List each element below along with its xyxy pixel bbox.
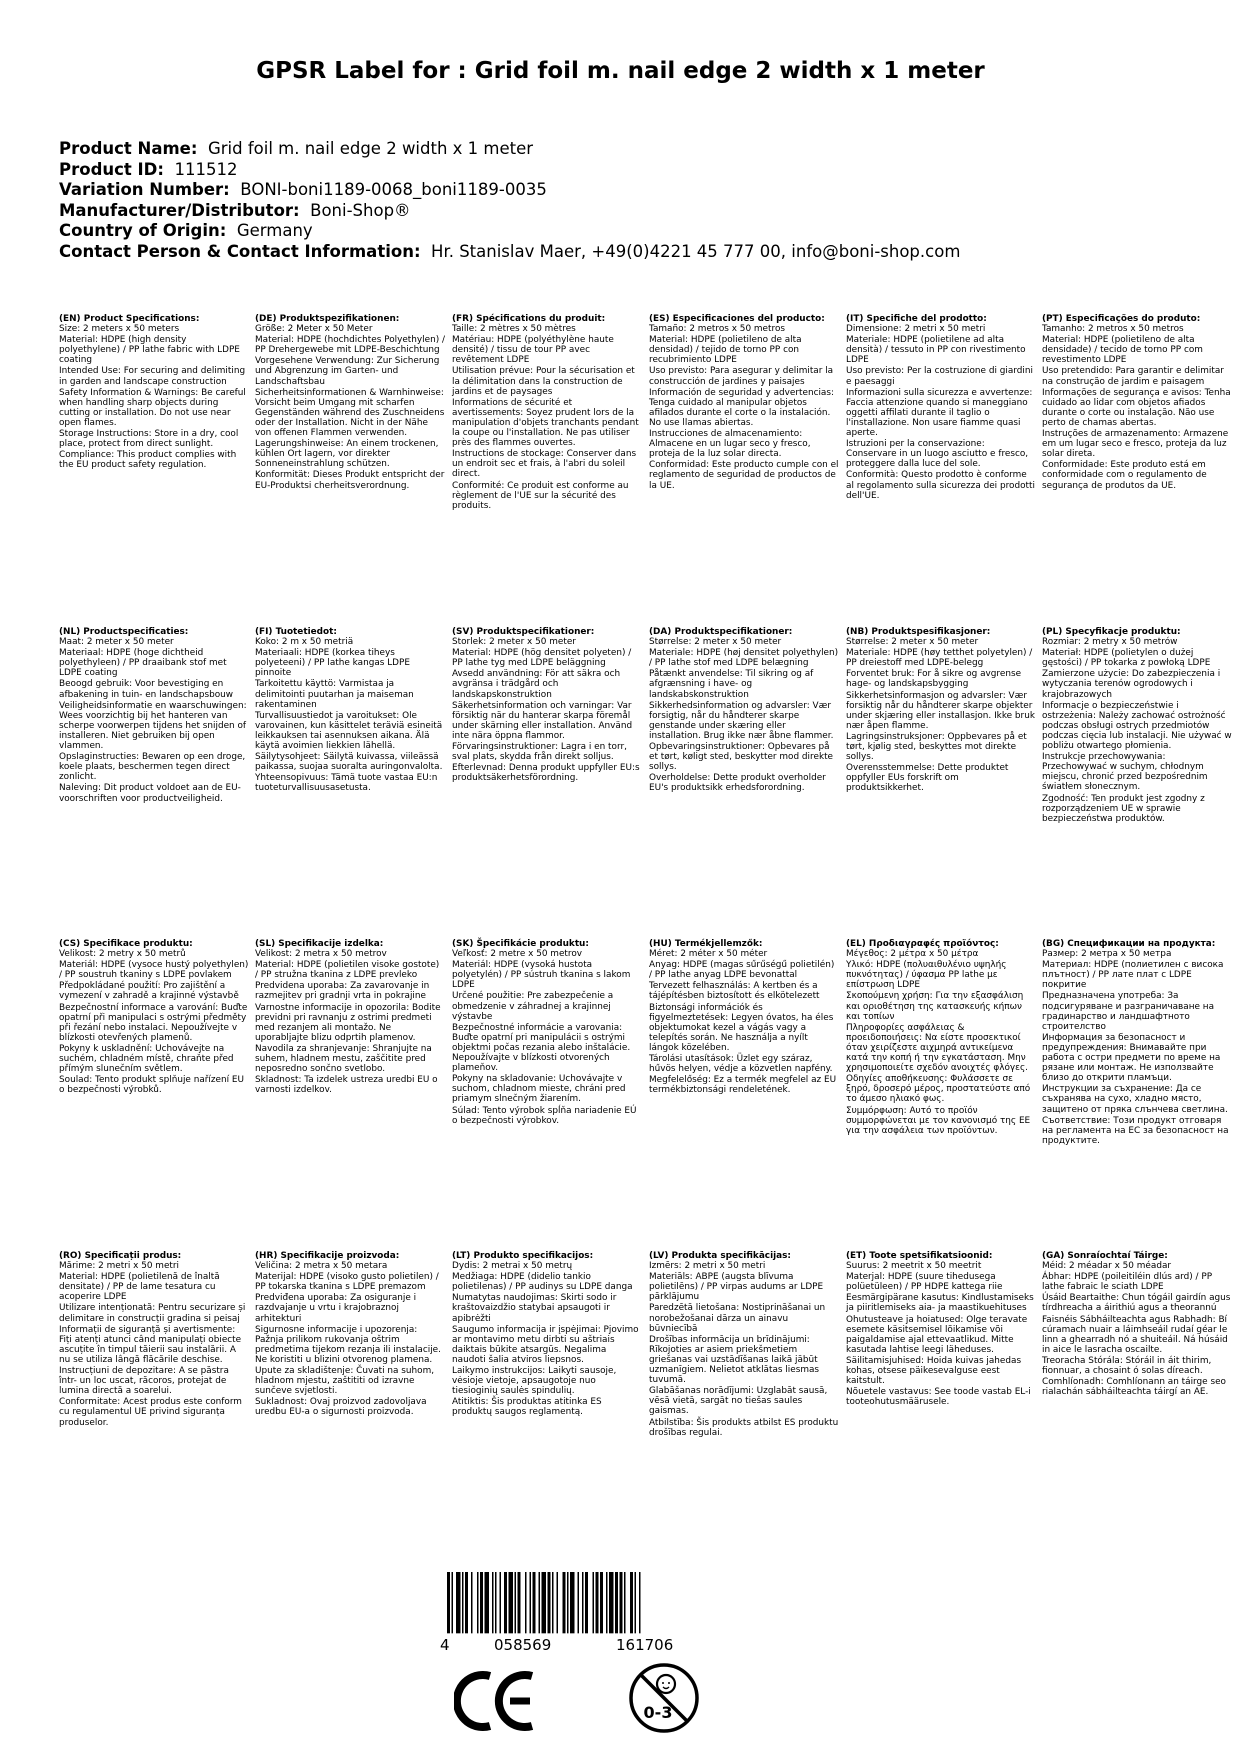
- spec-paragraph: Uso previsto: Per la costruzione di giardini e paesaggi: [846, 366, 1033, 387]
- spec-block: [649, 939, 839, 1096]
- spec-paragraph: Maat: 2 meter x 50 meter: [59, 637, 174, 648]
- barcode-bar: [567, 1572, 569, 1633]
- spec-paragraph: Materjal: HDPE (suure tihedusega polüetüleen) / PP HDPE kattega riie: [846, 1272, 1003, 1293]
- spec-paragraph: Säkerhetsinformation och varningar: Var försiktig när du hanterar skarpa föremål under skärning eller installation. Använd inte nära öppna flammor.: [452, 700, 633, 741]
- spec-paragraph: Pokyny na skladovanie: Uchovávajte v suchom, chladnom mieste, chráni pred priamym slnečným žiarením.: [452, 1074, 626, 1105]
- spec-paragraph: Ohutusteave ja hoiatused: Olge teravate esemete käsitsemisel lõikamise või paigaldamise ajal ettevaatlikud. Mitte kasutada lahtise leegi läheduses.: [846, 1314, 1028, 1355]
- spec-block-title: (EN) Product Specifications:: [59, 314, 200, 324]
- spec-paragraph: Instrucciones de almacenamiento: Almacene en un lugar seco y fresco, proteja de la luz solar directa.: [649, 429, 811, 460]
- spec-paragraph: Storlek: 2 meter x 50 meter: [452, 637, 576, 648]
- spec-paragraph: Efterlevnad: Denna produkt uppfyller EU:s produktsäkerhetsförordning.: [452, 763, 640, 784]
- spec-paragraph: Glabāšanas norādījumi: Uzglabāt sausā, vēsā vietā, sargāt no tiešas saules gaismas.: [649, 1386, 828, 1417]
- spec-paragraph: Größe: 2 Meter x 50 Meter: [255, 324, 373, 335]
- barcode-bar: [456, 1572, 461, 1633]
- barcode-bar: [563, 1572, 566, 1633]
- spec-paragraph: Sicherheitsinformationen & Warnhinweise: Vorsicht beim Umgang mit scharfen Gegenständen während des Zuschneidens oder der Installation. Nicht in der Nähe von offenen Flammen verwenden.: [255, 387, 445, 439]
- spec-paragraph: Tervezett felhasználás: A kertben és a tájépítésben biztosított és elkötelezett: [649, 981, 820, 1002]
- spec-block-title: (ES) Especificaciones del producto:: [649, 314, 825, 324]
- spec-paragraph: Konformität: Dieses Produkt entspricht der EU-Produktsi cherheitsverordnung.: [255, 470, 445, 491]
- barcode-bar: [582, 1572, 584, 1633]
- barcode-bar: [639, 1572, 641, 1633]
- spec-block-title: (FR) Spécifications du produit:: [452, 314, 606, 324]
- spec-paragraph: Opslaginstructies: Bewaren op een droge, koele plaats, beschermen tegen direct zonlicht.: [59, 752, 246, 783]
- spec-block-title: (RO) Specificații produs:: [59, 1251, 182, 1261]
- spec-paragraph: Medžiaga: HDPE (didelio tankio polietilenas) / PP audinys su LDPE danga: [452, 1272, 633, 1293]
- spec-paragraph: Инструкции за съхранение: Да се съхранява на сухо, хладно място, защитено от пряка слънчева светлина.: [1042, 1084, 1228, 1115]
- spec-paragraph: Dimensione: 2 metri x 50 metri: [846, 324, 986, 335]
- spec-paragraph: Σκοπούμενη χρήση: Για την εξασφάλιση και οριοθέτηση της κατασκευής κήπων και τοπίων: [846, 991, 1024, 1022]
- spec-paragraph: Påtænkt anvendelse: Til sikring og af afgrænsning i have- og landskabskonstruktion: [649, 669, 814, 700]
- spec-block: [1042, 1251, 1232, 1398]
- spec-paragraph: Anyag: HDPE (magas sűrűségű polietilén) / PP lathe anyag LDPE bevonattal: [649, 960, 835, 981]
- spec-paragraph: Υλικό: HDPE (πολυαιθυλένιο υψηλής πυκνότητας) / ύφασμα PP lathe με επίστρωση LDPE: [846, 960, 1007, 991]
- spec-block: [59, 314, 249, 471]
- barcode-bar: [593, 1572, 595, 1633]
- spec-paragraph: Upute za skladištenje: Čuvati na suhom, hladnom mjestu, zaštititi od izravne sunčeve svjetlosti.: [255, 1366, 435, 1397]
- spec-block: [452, 314, 642, 512]
- spec-block-title: (NB) Produktspesifikasjoner:: [846, 627, 991, 637]
- spec-block-title: (GA) Sonraíochtaí Táirge:: [1042, 1251, 1168, 1261]
- spec-paragraph: Materiaali: HDPE (korkea tiheys polyeteeni) / PP lathe kangas LDPE pinnoite: [255, 648, 410, 679]
- spec-paragraph: Navodila za shranjevanje: Shranjujte na suhem, hladnem mestu, zaščitite pred neposredno sončno svetlobo.: [255, 1043, 432, 1075]
- spec-paragraph: Materiāls: ABPE (augsta blīvuma polietilēns) / PP virpas audums ar LDPE pārklājumu: [649, 1272, 824, 1303]
- spec-paragraph: Soulad: Tento produkt splňuje nařízení EU o bezpečnosti výrobků.: [59, 1075, 245, 1096]
- spec-paragraph: Compliance: This product complies with the EU product safety regulation.: [59, 450, 237, 471]
- barcode-bar: [509, 1572, 514, 1633]
- spec-paragraph: Storage Instructions: Store in a dry, cool place, protect from direct sunlight.: [59, 429, 239, 450]
- ce-mark-icon: [454, 1668, 538, 1734]
- spec-block-title: (NL) Productspecificaties:: [59, 627, 189, 637]
- spec-paragraph: Dydis: 2 metrai x 50 metrų: [452, 1261, 573, 1272]
- barcode-bar: [500, 1572, 502, 1633]
- spec-paragraph: Paredzētā lietošana: Nostiprināšanai un norobežošanai dārza un ainavu būvniecībā: [649, 1303, 826, 1334]
- barcode-bar: [515, 1572, 517, 1633]
- barcode-bar: [578, 1572, 580, 1633]
- barcode-bar: [480, 1572, 483, 1633]
- spec-paragraph: Material: HDPE (polietilen visoke gostote) / PP stružna tkanina z LDPE prevleko: [255, 960, 440, 981]
- barcode-digits-right: 161706: [616, 1636, 674, 1654]
- spec-paragraph: Intended Use: For securing and delimiting in garden and landscape construction: [59, 366, 246, 387]
- spec-block-title: (DA) Produktspecifikationer:: [649, 627, 793, 637]
- spec-paragraph: Uso previsto: Para asegurar y delimitar la construcción de jardines y paisajes: [649, 366, 834, 387]
- barcode-bar: [600, 1572, 603, 1633]
- spec-paragraph: Предназначена употреба: За подсигуряване и разграничаване на градинарство и ландшафтното строителство: [1042, 991, 1215, 1032]
- spec-paragraph: Sigurnosne informacije i upozorenja: Pažnja prilikom rukovanja oštrim predmetima tijekom rezanja ili instalacije. Ne koristiti u blizini otvorenog plamena.: [255, 1324, 441, 1365]
- barcode-bar: [596, 1572, 599, 1633]
- spec-paragraph: Bezpečnostní informace a varování: Buďte opatrní při manipulaci s ostrými předměty při řezání nebo instalaci. Nepoužívejte v blízkosti otevřených plamenů.: [59, 1002, 248, 1043]
- spec-paragraph: Istruzioni per la conservazione: Conservare in un luogo asciutto e fresco, proteggere dalla luce del sole.: [846, 439, 1029, 470]
- spec-paragraph: Overholdelse: Dette produkt overholder EU's produktsikk erhedsforordning.: [649, 773, 826, 794]
- spec-paragraph: Material: HDPE (polietileno de alta densidad) / tejido de torno PP con recubrimiento LDPE: [649, 335, 802, 366]
- spec-block: [1042, 627, 1232, 825]
- barcode-bar: [609, 1572, 614, 1633]
- spec-block: [255, 1251, 445, 1419]
- info-country-of-origin: Country of Origin: Germany: [59, 221, 313, 240]
- spec-paragraph: Lagerungshinweise: An einem trockenen, kühlen Ort lagern, vor direkter Sonneneinstrahlung schützen.: [255, 439, 439, 470]
- spec-paragraph: Saugumo informacija ir įspėjimai: Pjovimo ar montavimo metu dirbti su aštriais daiktais būkite atsargūs. Negalima naudoti šalia atviros liepsnos.: [452, 1324, 639, 1365]
- spec-block: [452, 627, 642, 784]
- spec-paragraph: Opbevaringsinstruktioner: Opbevares på et tørt, køligt sted, beskytter mod direkte sollys.: [649, 742, 834, 773]
- spec-paragraph: Velikost: 2 metry x 50 metrů: [59, 949, 186, 960]
- spec-paragraph: Информация за безопасност и предупреждения: Внимавайте при работа с остри предмети по време на рязане или монтаж. Не използвайте близо до открити пламъци.: [1042, 1032, 1221, 1084]
- spec-block: [452, 939, 642, 1127]
- spec-paragraph: Predviđena uporaba: Za osiguranje i razdvajanje u vrtu i krajobraznoj arhitekturi: [255, 1293, 417, 1324]
- spec-paragraph: Rozmiar: 2 metry x 50 metrów: [1042, 637, 1178, 648]
- barcode-bar: [485, 1572, 490, 1633]
- barcode-bar: [606, 1572, 608, 1633]
- barcode-bar: [462, 1572, 464, 1633]
- spec-block: [846, 1251, 1036, 1408]
- spec-paragraph: Biztonsági információk és figyelmeztetések: Legyen óvatos, ha éles objektumokat kezel a vágás vagy a telepítés során. Ne használja a nyílt lángok közelében.: [649, 1002, 834, 1053]
- spec-paragraph: Matériau: HDPE (polyéthylène haute densité) / tissu de tour PP avec revêtement LDPE: [452, 335, 614, 366]
- barcode-bar: [542, 1572, 547, 1633]
- barcode-bar: [452, 1572, 454, 1633]
- barcode-bar: [518, 1572, 521, 1633]
- spec-block: [846, 627, 1036, 795]
- spec-paragraph: Určené použitie: Pre zabezpečenie a obmedzenie v záhradnej a krajinnej výstavbe: [452, 991, 614, 1022]
- info-product-id: Product ID: 111512: [59, 159, 238, 179]
- spec-paragraph: Información de seguridad y advertencias: Tenga cuidado al manipular objetos afilados durante el corte o la instalación. No use llamas abiertas.: [649, 387, 834, 428]
- barcode-digits-left: 4: [440, 1636, 450, 1654]
- spec-block-title: (SL) Specifikacije izdelka:: [255, 939, 384, 949]
- spec-paragraph: Utilizare intenționată: Pentru securizare și delimitare in construcții gradina si peisaj: [59, 1303, 246, 1324]
- spec-block-title: (DE) Produktspezifikationen:: [255, 314, 400, 324]
- spec-block: [255, 939, 445, 1096]
- spec-block: [59, 627, 249, 805]
- spec-paragraph: Laikymo instrukcijos: Laikyti sausoje, vėsioje vietoje, apsaugotoje nuo tiesioginių saulės spindulių.: [452, 1366, 617, 1397]
- spec-paragraph: Instrukcje przechowywania: Przechowywać w suchym, chłodnym miejscu, chronić przed bezpośrednim światłem słonecznym.: [1042, 752, 1208, 793]
- spec-block-title: (SV) Produktspecifikationer:: [452, 627, 595, 637]
- spec-paragraph: Säilitamisjuhised: Hoida kuivas jahedas kohas, otsese päikesevalguse eest kaitstult.: [846, 1355, 1022, 1387]
- spec-block: [452, 1251, 642, 1419]
- spec-paragraph: Súlad: Tento výrobok spĺňa nariadenie EÚ o bezpečnosti výrobkov.: [452, 1105, 637, 1126]
- barcode-bar: [525, 1572, 527, 1633]
- barcode-bar: [471, 1572, 473, 1633]
- spec-block: [255, 314, 445, 492]
- spec-paragraph: Materiał: HDPE (polietylen o dużej gęstości) / PP tokarka z powłoką LDPE: [1042, 648, 1211, 669]
- spec-paragraph: Bezpečnostné informácie a varovania: Buďte opatrní pri manipulácii s ostrými objektmi počas rezania alebo inštalácie. Nepoužívajte v blízkosti otvorených plameňov.: [452, 1022, 631, 1074]
- barcode-bar: [630, 1572, 633, 1633]
- spec-paragraph: Materiál: HDPE (vysoce hustý polyethylen) / PP soustruh tkaniny s LDPE povlakem: [59, 960, 249, 981]
- spec-paragraph: Veličina: 2 metra x 50 metara: [255, 1261, 388, 1272]
- spec-paragraph: Utilisation prévue: Pour la sécurisation et la délimitation dans la construction de jardins et de paysages: [452, 366, 635, 397]
- spec-paragraph: Sikkerhedsinformation og advarsler: Vær forsigtig, når du håndterer skarpe genstande under skæring eller installation. Brug ikke nær åbne flammer.: [649, 700, 834, 741]
- spec-block: [59, 939, 249, 1096]
- spec-paragraph: Οδηγίες αποθήκευσης: Φυλάσσετε σε ξηρό, δροσερό μέρος, προστατεύστε από το άμεσο ηλιακό φως.: [846, 1074, 1031, 1105]
- spec-paragraph: Yhteensopivuus: Tämä tuote vastaa EU:n tuoteturvallisuusasetusta.: [255, 773, 438, 794]
- spec-paragraph: Säilytysohjeet: Säilytä kuivassa, viileässä paikassa, suojaa suoralta auringonvalolta.: [255, 752, 443, 773]
- spec-paragraph: Předpokládané použití: Pro zajištění a vymezení v zahradě a krajinné výstavbě: [59, 981, 239, 1002]
- spec-paragraph: Μέγεθος: 2 μέτρα x 50 μέτρα: [846, 949, 979, 960]
- spec-paragraph: Instruções de armazenamento: Armazene em um lugar seco e fresco, proteja da luz solar direta.: [1042, 429, 1229, 460]
- product-info: [59, 139, 960, 262]
- spec-block-title: (ET) Toote spetsifikatsioonid:: [846, 1251, 993, 1261]
- barcode-bar: [465, 1572, 468, 1633]
- spec-paragraph: Koko: 2 m x 50 metriä: [255, 637, 354, 648]
- spec-paragraph: Faisnéis Sábháilteachta agus Rabhadh: Bí cúramach nuair a láimhseáil rudaí géar le linn a ghearradh nó a shuiteáil. Ná húsáid in aice le lasracha oscailte.: [1042, 1314, 1228, 1355]
- spec-block-title: (EL) Προδιαγραφές προϊόντος:: [846, 939, 999, 949]
- spec-block-title: (HR) Specifikacije proizvoda:: [255, 1251, 400, 1261]
- spec-paragraph: Drošības informācija un brīdinājumi: Rīkojoties ar asiem priekšmetiem griešanas vai uzstādīšanas laikā jābūt uzmanīgiem. Nelietot atklātas liesmas tuvumā.: [649, 1334, 820, 1386]
- spec-paragraph: Materiaal: HDPE (hoge dichtheid polyethyleen) / PP draaibank stof met LDPE coating: [59, 648, 227, 679]
- barcode-bar: [557, 1572, 559, 1633]
- spec-paragraph: Velikost: 2 metra x 50 metrov: [255, 949, 387, 960]
- spec-paragraph: Sikkerhetsinformasjon og advarsler: Vær forsiktig når du håndterer skarpe objekter under skjæring eller installasjon. Ikke bruk nær åpen flamme.: [846, 690, 1035, 731]
- spec-paragraph: Materiale: HDPE (høy tetthet polyetylen) / PP dreiestoff med LDPE-belegg: [846, 648, 1033, 669]
- spec-paragraph: Material: HDPE (high density polyethylene) / PP lathe fabric with LDPE coating: [59, 335, 240, 366]
- spec-paragraph: Materiale: HDPE (polietilene ad alta densità) / tessuto in PP con rivestimento LDPE: [846, 335, 1026, 366]
- spec-paragraph: Förvaringsinstruktioner: Lagra i en torr, sval plats, skydda från direkt solljus.: [452, 742, 627, 763]
- spec-paragraph: Veľkosť: 2 metre x 50 metrov: [452, 949, 583, 960]
- spec-paragraph: Pokyny k uskladnění: Uchovávejte na suchém, chladném místě, chraňte před přímým slunečním světlem.: [59, 1043, 234, 1075]
- spec-paragraph: Méid: 2 méadar x 50 méadar: [1042, 1261, 1172, 1272]
- spec-paragraph: Informazioni sulla sicurezza e avvertenze: Faccia attenzione quando si maneggiano oggetti affilati durante il taglio o l'installazione. Non usare fiamme quasi aperte.: [846, 387, 1033, 439]
- spec-paragraph: Tárolási utasítások: Üzlet egy száraz, hűvös helyen, védje a közvetlen napfény.: [649, 1054, 833, 1075]
- spec-paragraph: Instructions de stockage: Conserver dans un endroit sec et frais, à l'abri du soleil direct.: [452, 449, 637, 480]
- spec-paragraph: Uso pretendido: Para garantir e delimitar na construção de jardim e paisagem: [1042, 366, 1224, 387]
- barcode-bar: [624, 1572, 626, 1633]
- spec-paragraph: Informacje o bezpieczeństwie i ostrzeżenia: Należy zachować ostrożność podczas obsługi ostrych przedmiotów podczas cięcia lub instalacji. Nie używać w pobliżu otwartego płomienia.: [1042, 700, 1232, 752]
- barcode-bar: [533, 1572, 536, 1633]
- spec-paragraph: Avsedd användning: För att säkra och avgränsa i trädgård och landskapskonstruktion: [452, 669, 621, 700]
- barcode-bar: [539, 1572, 541, 1633]
- spec-paragraph: Suurus: 2 meetrit x 50 meetrit: [846, 1261, 982, 1272]
- barcode-bar: [477, 1572, 479, 1633]
- barcode-bar: [615, 1572, 618, 1633]
- spec-block-title: (SK) Špecifikácie produktu:: [452, 939, 589, 949]
- spec-paragraph: Størrelse: 2 meter x 50 meter: [649, 637, 782, 648]
- spec-block-title: (LT) Produkto specifikacijos:: [452, 1251, 594, 1261]
- barcode-digits-middle: 058569: [494, 1636, 552, 1654]
- spec-paragraph: Predvidena uporaba: Za zavarovanje in razmejitev pri gradnji vrta in pokrajine: [255, 981, 430, 1002]
- spec-paragraph: Forventet bruk: For å sikre og avgrense hage- og landskapsbygging: [846, 669, 1022, 690]
- spec-paragraph: Tarkoitettu käyttö: Varmistaa ja delimitointi puutarhan ja maiseman rakentaminen: [255, 679, 414, 710]
- spec-block-title: (HU) Termékjellemzők:: [649, 939, 763, 949]
- spec-paragraph: Material: HDPE (polietilenă de înaltă densitate) / PP de lame tesatura cu acoperire LDPE: [59, 1272, 220, 1303]
- spec-paragraph: Atbilstība: Šis produkts atbilst ES produktu drošības regulai.: [649, 1417, 839, 1438]
- spec-paragraph: Treoracha Stórála: Stóráil in áit thirim, fionnuar, a chosaint ó solas díreach.: [1042, 1355, 1212, 1377]
- spec-block: [846, 314, 1036, 502]
- spec-paragraph: Ábhar: HDPE (poileitiléin dlús ard) / PP lathe fabraic le sciath LDPE: [1042, 1272, 1213, 1293]
- barcode-bar: [548, 1572, 551, 1633]
- spec-paragraph: Mărime: 2 metri x 50 metri: [59, 1261, 180, 1272]
- spec-block-title: (IT) Specifiche del prodotto:: [846, 314, 987, 324]
- spec-paragraph: Πληροφορίες ασφάλειας & προειδοποιήσεις: Να είστε προσεκτικοί όταν χειρίζεστε αιχμηρά αντικείμενα κατά την κοπή ή την εγκατάσταση. Μην χρησιμοποιείτε σχεδόν ανοιχτές φλόγες.: [846, 1022, 1028, 1074]
- spec-paragraph: Tamaño: 2 metros x 50 metros: [649, 324, 785, 335]
- spec-paragraph: Størrelse: 2 meter x 50 meter: [846, 637, 979, 648]
- spec-block: [1042, 314, 1232, 492]
- info-product-name: Product Name: Grid foil m. nail edge 2 width x 1 meter: [59, 139, 534, 158]
- barcode-bar: [635, 1572, 637, 1633]
- spec-paragraph: Instrucțiuni de depozitare: A se păstra într- un loc uscat, răcoros, protejat de lumina directă a soarelui.: [59, 1366, 229, 1397]
- spec-paragraph: Turvallisuustiedot ja varoitukset: Ole varovainen, kun käsittelet teräviä esineitä leikkauksen tai asennuksen aikana. Älä käytä avoimien liekkien lähellä.: [255, 710, 443, 752]
- barcode-bar: [585, 1572, 588, 1633]
- spec-paragraph: Méret: 2 méter x 50 méter: [649, 949, 768, 960]
- spec-paragraph: Conformità: Questo prodotto è conforme al regolamento sulla sicurezza dei prodotti dell'UE.: [846, 470, 1035, 501]
- barcode-bar: [504, 1572, 507, 1633]
- age-label: 0-3: [643, 1703, 673, 1722]
- spec-paragraph: Материал: HDPE (полиетилен с висока плътност) / PP лате плат с LDPE покритие: [1042, 960, 1224, 991]
- spec-paragraph: Tamanho: 2 metros x 50 metros: [1042, 324, 1184, 335]
- spec-paragraph: Naleving: Dit product voldoet aan de EU-voorschriften voor productveiligheid.: [59, 783, 241, 804]
- barcode-bar: [620, 1572, 623, 1633]
- spec-paragraph: Safety Information & Warnings: Be careful when handling sharp objects during cutting or installation. Do not use near open flames.: [59, 387, 246, 428]
- info-manufacturer: Manufacturer/Distributor: Boni-Shop®: [59, 200, 411, 220]
- barcode-bar: [552, 1572, 554, 1633]
- barcode-bar: [495, 1572, 497, 1633]
- spec-paragraph: Taille: 2 mètres x 50 mètres: [452, 324, 576, 335]
- spec-paragraph: Размер: 2 метра x 50 метра: [1042, 949, 1172, 960]
- spec-block-title: (PL) Specyfikacje produktu:: [1042, 627, 1181, 637]
- spec-block: [649, 1251, 839, 1439]
- spec-paragraph: Varnostne informacije in opozorila: Bodite previdni pri ravnanju z ostrimi predmeti med rezanjem ali montažo. Ne uporabljajte blizu odprtih plamenov.: [255, 1002, 441, 1043]
- barcode: [437, 1572, 717, 1652]
- spec-paragraph: Atitiktis: Šis produktas atitinka ES produktų saugos reglamentą.: [452, 1397, 602, 1418]
- spec-paragraph: Materiál: HDPE (vysoká hustota polyetylén) / PP sústruh tkanina s lakom LDPE: [452, 960, 631, 991]
- spec-paragraph: Conformitate: Acest produs este conform cu regulamentul UE privind siguranța produselor.: [59, 1397, 242, 1428]
- age-warning-icon: [628, 1662, 700, 1734]
- barcode-bar: [570, 1572, 575, 1633]
- spec-paragraph: Sukladnost: Ovaj proizvod zadovoljava uredbu EU-a o sigurnosti proizvoda.: [255, 1397, 427, 1418]
- spec-block-title: (CS) Specifikace produktu:: [59, 939, 193, 949]
- spec-paragraph: Izmērs: 2 metri x 50 metri: [649, 1261, 766, 1272]
- spec-paragraph: Zamierzone użycie: Do zabezpieczenia i wytyczania terenów ogrodowych i krajobrazowych: [1042, 669, 1221, 700]
- spec-paragraph: Megfelelőség: Ez a termék megfelel az EU termékbiztonsági rendeletének.: [649, 1075, 837, 1096]
- spec-paragraph: Úsáid Beartaithe: Chun tógáil gairdín agus tírdhreacha a áirithiú agus a theorannú: [1042, 1293, 1231, 1314]
- spec-paragraph: Zgodność: Ten produkt jest zgodny z rozporządzeniem UE w sprawie bezpieczeństwa produktów.: [1042, 793, 1205, 824]
- spec-paragraph: Material: HDPE (hög densitet polyeten) / PP lathe tyg med LDPE beläggning: [452, 648, 632, 669]
- spec-block: [846, 939, 1036, 1137]
- barcode-bar: [492, 1572, 494, 1633]
- spec-paragraph: Conformidad: Este producto cumple con el reglamento de seguridad de productos de la UE.: [649, 460, 839, 491]
- spec-paragraph: Beoogd gebruik: Voor bevestiging en afbakening in tuin- en landschapsbouw: [59, 679, 234, 700]
- spec-block: [255, 627, 445, 795]
- spec-paragraph: Conformidade: Este produto está em conformidade com o regulamento de segurança de produtos da UE.: [1042, 460, 1207, 491]
- spec-block: [649, 627, 839, 795]
- spec-paragraph: Informações de segurança e avisos: Tenha cuidado ao lidar com objetos afiados durante o corte ou instalação. Não use perto de chamas abertas.: [1042, 387, 1231, 428]
- spec-paragraph: Numatytas naudojimas: Skirti sodo ir kraštovaizdžio statybai apsaugoti ir apibrėžti: [452, 1293, 617, 1324]
- spec-paragraph: Informații de siguranță și avertismente: Fiți atenți atunci când manipulați obiecte ascuțite în timpul tăierii sau instalării. A nu se utiliza lângă flăcările deschise.: [59, 1324, 242, 1365]
- spec-paragraph: Materijal: HDPE (visoko gusto polietilen) / PP tokarska tkanina s LDPE premazom: [255, 1272, 439, 1293]
- info-contact: Contact Person & Contact Information: Hr. Stanislav Maer, +49(0)4221 45 777 00, info@boni-shop.com: [59, 241, 961, 261]
- spec-paragraph: Material: HDPE (hochdichtes Polyethylen) / PP Drehergewebe mit LDPE-Beschichtung: [255, 335, 445, 356]
- info-variation-number: Variation Number: BONI-boni1189-0068_boni1189-0035: [59, 180, 547, 199]
- barcode-bar: [447, 1572, 450, 1633]
- spec-paragraph: Veiligheidsinformatie en waarschuwingen: Wees voorzichtig bij het hanteren van scherpe voorwerpen tijdens het snijden of installeren. Niet gebruiken bij open vlammen.: [59, 700, 247, 752]
- spec-paragraph: Lagringsinstruksjoner: Oppbevares på et tørt, kjølig sted, beskyttes mot direkte sollys.: [846, 731, 1027, 763]
- spec-paragraph: Overensstemmelse: Dette produktet oppfyller EUs forskrift om produktsikkerhet.: [846, 763, 1009, 794]
- spec-block: [1042, 939, 1232, 1147]
- spec-paragraph: Съответствие: Този продукт отговаря на регламента на ЕС за безопасност на продуктите.: [1042, 1115, 1229, 1146]
- spec-paragraph: Eesmärgipärane kasutus: Kindlustamiseks ja piiritlemiseks aia- ja maastikuehituses: [846, 1293, 1034, 1314]
- spec-paragraph: Skladnost: Ta izdelek ustreza uredbi EU o varnosti izdelkov.: [255, 1075, 438, 1096]
- spec-paragraph: Nõuetele vastavus: See toode vastab EL-i tooteohutusmäärusele.: [846, 1387, 1031, 1408]
- spec-paragraph: Conformité: Ce produit est conforme au règlement de l'UE sur la sécurité des produits.: [452, 480, 629, 511]
- spec-paragraph: Comhlíonadh: Comhlíonann an táirge seo rialachán sábháilteachta táirgí an AE.: [1042, 1377, 1226, 1398]
- spec-block: [59, 1251, 249, 1429]
- spec-paragraph: Materiale: HDPE (høj densitet polyethylen) / PP lathe stof med LDPE belægning: [649, 648, 839, 669]
- spec-paragraph: Material: HDPE (polietileno de alta densidade) / tecido de torno PP com revestimento LDPE: [1042, 335, 1203, 366]
- spec-paragraph: Vorgesehene Verwendung: Zur Sicherung und Abgrenzung im Garten- und Landschaftsbau: [255, 356, 440, 387]
- spec-paragraph: Informations de sécurité et avertissements: Soyez prudent lors de la manipulation d'objets tranchants pendant la coupe ou l'installation. Ne pas utiliser près des flammes ouvertes.: [452, 397, 639, 449]
- spec-block-title: (PT) Especificações do produto:: [1042, 314, 1201, 324]
- spec-paragraph: Συμμόρφωση: Αυτό το προϊόν συμμορφώνεται με τον κανονισμό της ΕΕ για την ασφάλεια των προϊόντων.: [846, 1105, 1031, 1136]
- page-title: GPSR Label for : Grid foil m. nail edge 2 width x 1 meter: [256, 58, 985, 84]
- spec-block-title: (BG) Спецификации на продукта:: [1042, 939, 1216, 949]
- spec-block: [649, 314, 839, 492]
- spec-block-title: (FI) Tuotetiedot:: [255, 627, 337, 637]
- spec-paragraph: Size: 2 meters x 50 meters: [59, 324, 180, 335]
- spec-block-title: (LV) Produkta specifikācijas:: [649, 1251, 791, 1261]
- barcode-bar: [530, 1572, 532, 1633]
